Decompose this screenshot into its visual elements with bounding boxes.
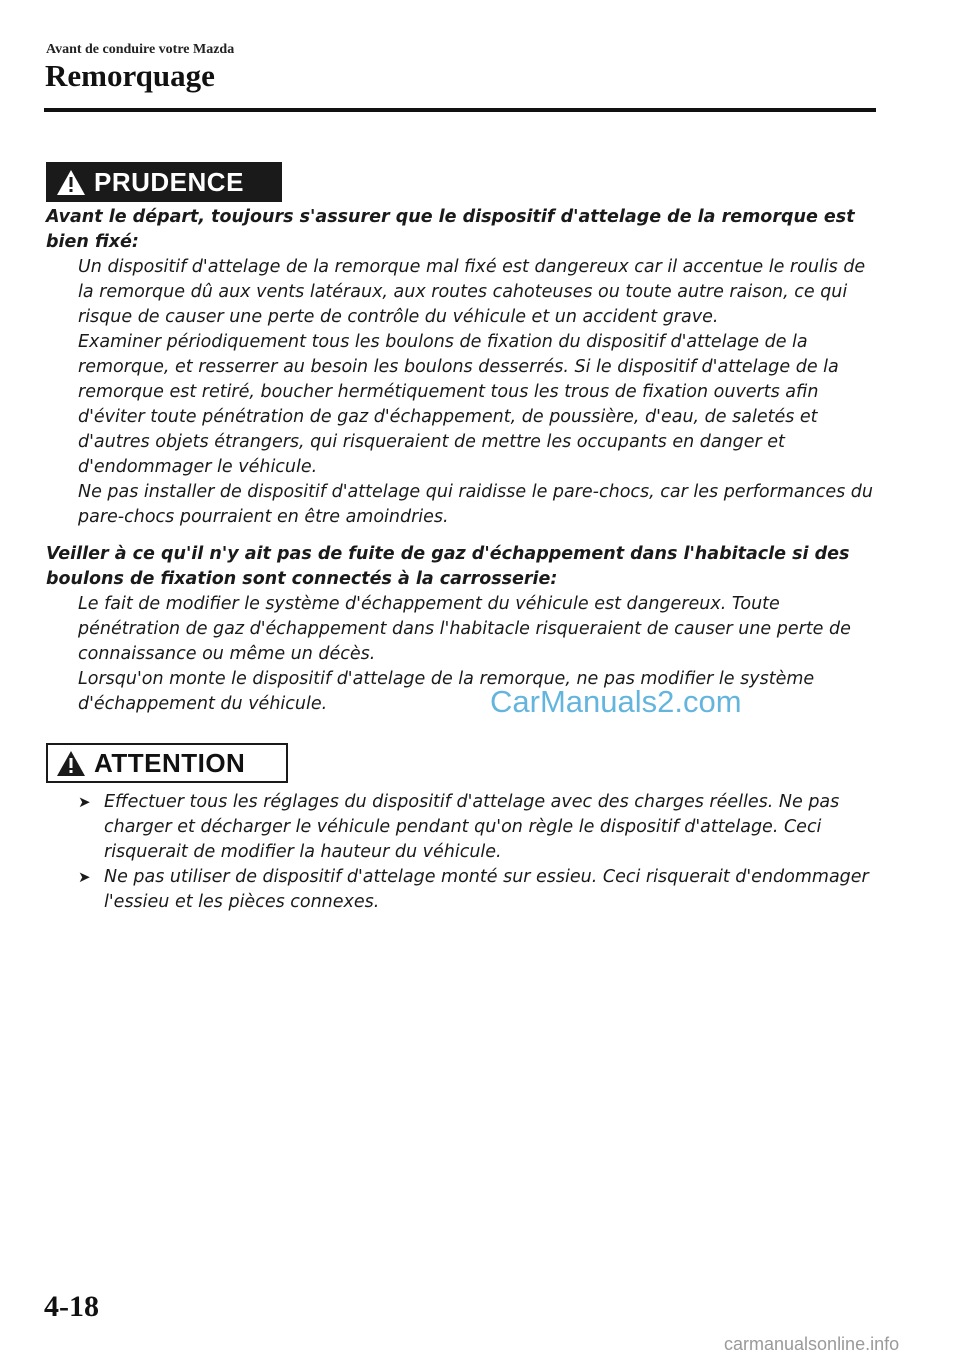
footer-site-watermark: carmanualsonline.info xyxy=(724,1334,900,1354)
page-number: 4-18 xyxy=(44,1290,99,1323)
block-gap xyxy=(46,530,876,542)
prudence-lead-2: Veiller à ce qu'il n'y ait pas de fuite de gaz d'échappement dans l'habitacle si des boulons de fixation sont connectés à la carrosserie: xyxy=(46,544,850,589)
attention-label: ATTENTION xyxy=(94,747,246,778)
prudence-paragraph: Examiner périodiquement tous les boulons de fixation du dispositif d'attelage de la remorque, et resserrer au besoin les boulons desserrés. Si le dispositif d'attelage de la remorque est retiré, boucher hermétiquement tous les trous de fixation ouverts afin d'éviter toute pénétration de gaz d'échappement, de poussière, d'eau, de saletés et d'autres objets étrangers, qui risqueraient de mettre les occupants en danger et d'endommager le véhicule. xyxy=(78,332,839,477)
attention-badge xyxy=(46,743,288,783)
arrow-bullet-icon: ➤ xyxy=(78,793,91,811)
prudence-paragraph: Un dispositif d'attelage de la remorque mal fixé est dangereux car il accentue le roulis de la remorque dû aux vents latéraux, aux routes cahoteuses ou toute autre raison, ce qui risque de causer une perte de contrôle du véhicule et un accident grave. xyxy=(78,257,866,327)
warning-triangle-icon xyxy=(56,169,86,196)
warning-triangle-icon xyxy=(56,750,86,777)
list-item-text: Ne pas utiliser de dispositif d'attelage monté sur essieu. Ceci risquerait d'endommager l'essieu et les pièces connexes. xyxy=(104,867,869,912)
list-item-text: Effectuer tous les réglages du dispositif d'attelage avec des charges réelles. Ne pas charger et décharger le véhicule pendant qu'on règle le dispositif d'attelage. Ceci risquerait de modifier la hauteur du véhicule. xyxy=(104,792,840,862)
prudence-content xyxy=(46,205,876,717)
section-label: Avant de conduire votre Mazda xyxy=(46,42,235,57)
prudence-label: PRUDENCE xyxy=(94,166,244,197)
prudence-paragraph: Lorsqu'on monte le dispositif d'attelage de la remorque, ne pas modifier le système d'échappement du véhicule. xyxy=(78,669,815,714)
page-title: Remorquage xyxy=(45,58,215,93)
prudence-paragraph: Ne pas installer de dispositif d'attelage qui raidisse le pare-chocs, car les performances du pare-chocs pourraient en être amoindries. xyxy=(78,482,873,527)
prudence-badge xyxy=(46,162,282,202)
list-item xyxy=(78,865,878,915)
attention-list xyxy=(78,790,878,915)
title-rule xyxy=(44,108,876,112)
list-item xyxy=(78,790,878,865)
prudence-lead-1: Avant le départ, toujours s'assurer que le dispositif d'attelage de la remorque est bien fixé: xyxy=(46,207,855,252)
arrow-bullet-icon: ➤ xyxy=(78,868,91,886)
watermark: CarManuals2.com xyxy=(490,684,742,719)
prudence-paragraph: Le fait de modifier le système d'échappement du véhicule est dangereux. Toute pénétration de gaz d'échappement dans l'habitacle risqueraient de causer une perte de connaissance ou même un décès. xyxy=(78,594,851,664)
